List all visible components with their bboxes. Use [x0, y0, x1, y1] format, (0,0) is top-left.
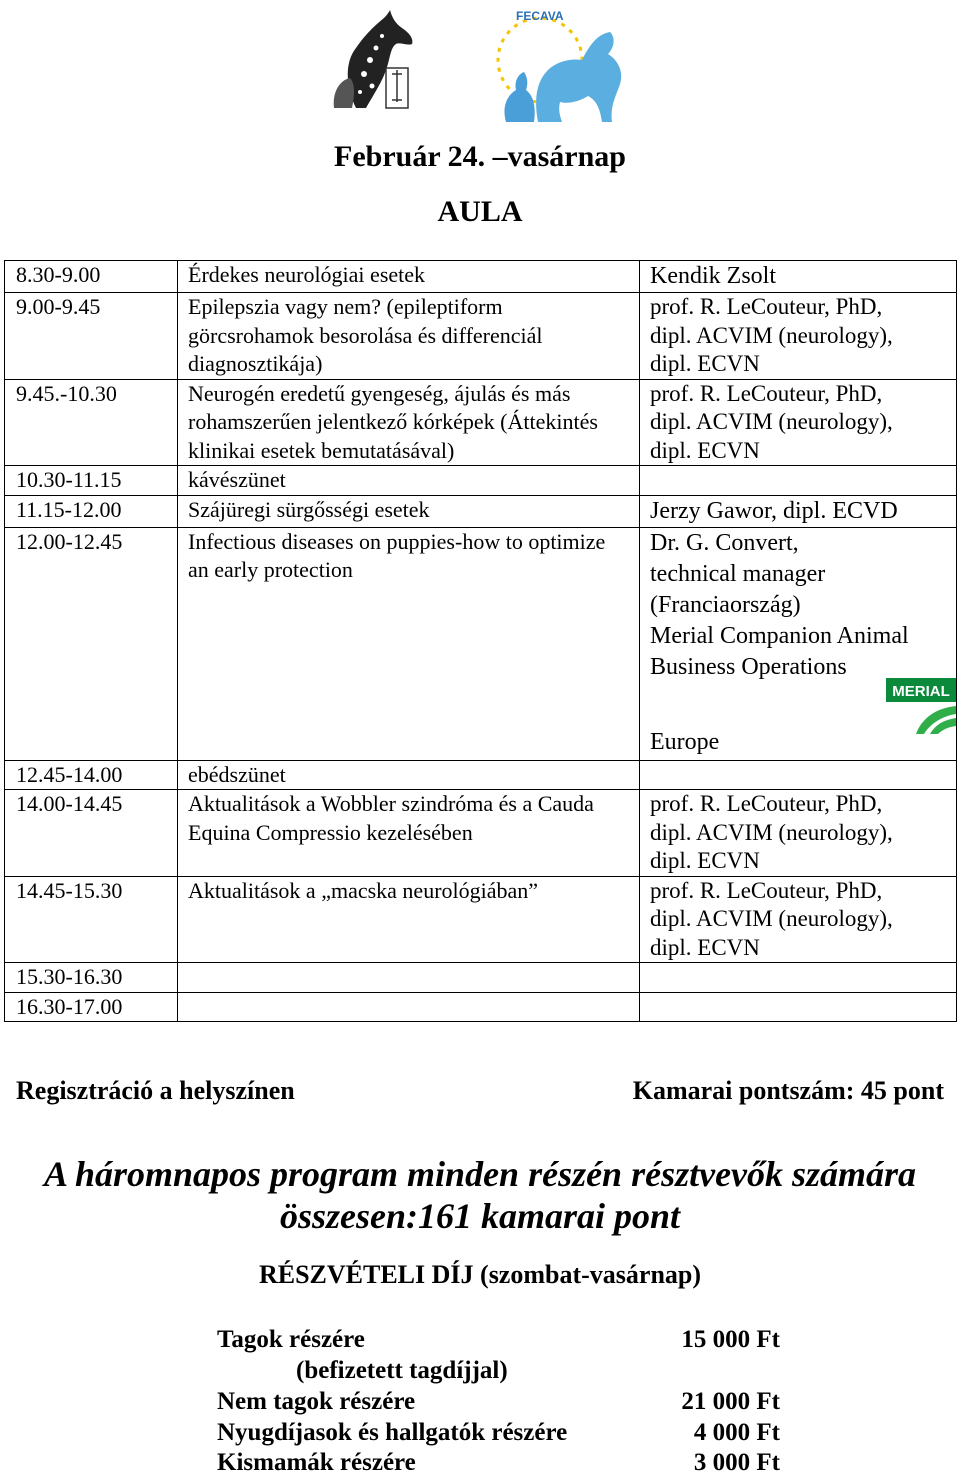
time-cell: 16.30-17.00	[5, 992, 178, 1022]
speaker-line: technical manager	[650, 560, 826, 587]
time-cell: 8.30-9.00	[5, 261, 178, 293]
speaker-cell	[640, 876, 957, 963]
promo-line-2: összesen:161 kamarai pont	[279, 1196, 681, 1236]
program-table	[4, 260, 957, 1022]
title-cell	[178, 963, 640, 993]
speaker-line: dipl. ECVN	[650, 351, 760, 376]
table-row	[5, 293, 957, 380]
fee-amount: 21 000 Ft	[681, 1388, 780, 1415]
fee-amount: 15 000 Ft	[681, 1326, 780, 1353]
title-cell: Aktualitások a Wobbler szindróma és a Cauda Equina Compressio kezelésében	[178, 790, 640, 877]
title-cell: Infectious diseases on puppies-how to optimize an early protection	[178, 527, 640, 760]
time-cell: 12.45-14.00	[5, 760, 178, 790]
fecava-logo-text: FECAVA	[516, 9, 564, 23]
fee-label: (befizetett tagdíjjal)	[296, 1357, 508, 1384]
speaker-line: prof. R. LeCouteur, PhD,	[650, 380, 883, 406]
time-cell: 14.45-15.30	[5, 876, 178, 963]
title-cell: Szájüregi sürgősségi esetek	[178, 495, 640, 527]
fee-label: Kismamák részére	[217, 1449, 416, 1476]
fecava-logo	[478, 4, 634, 124]
title-cell: kávészünet	[178, 466, 640, 496]
title-cell	[178, 992, 640, 1022]
table-row	[5, 261, 957, 293]
speaker-cell	[640, 466, 957, 496]
fee-label: Nyugdíjasok és hallgatók részére	[217, 1419, 568, 1446]
association-dog-logo	[326, 8, 418, 112]
points-note: Kamarai pontszám: 45 pont	[632, 1076, 944, 1105]
time-cell: 14.00-14.45	[5, 790, 178, 877]
time-cell: 12.00-12.45	[5, 527, 178, 760]
speaker-line: prof. R. LeCouteur, PhD,	[650, 877, 883, 903]
table-row	[5, 466, 957, 496]
title-cell: Aktualitások a „macska neurológiában”	[178, 876, 640, 963]
table-row	[5, 760, 957, 790]
speaker-line: dipl. ACVIM (neurology),	[650, 819, 893, 845]
fee-label: Tagok részére	[217, 1326, 365, 1353]
promo-line-1: A háromnapos program minden részén résztvevők számára	[43, 1154, 917, 1194]
fee-title: RÉSZVÉTELI DÍJ (szombat-vasárnap)	[258, 1260, 702, 1289]
fee-label: Nem tagok részére	[217, 1388, 416, 1415]
speaker-cell	[640, 790, 957, 877]
speaker-line: Merial Companion Animal	[650, 622, 909, 649]
speaker-line: dipl. ECVN	[650, 848, 760, 873]
speaker-line: dipl. ACVIM (neurology),	[650, 322, 893, 348]
title-cell: Epilepszia vagy nem? (epileptiform görcsrohamok besorolása és differenciál diagnosztikája)	[178, 293, 640, 380]
speaker-cell: Kendik Zsolt	[640, 261, 957, 293]
title-cell: Érdekes neurológiai esetek	[178, 261, 640, 293]
speaker-cell	[640, 963, 957, 993]
table-row	[5, 790, 957, 877]
logo-area	[0, 4, 960, 122]
table-row	[5, 992, 957, 1022]
title-cell: ebédszünet	[178, 760, 640, 790]
speaker-cell	[640, 293, 957, 380]
speaker-line: Business Operations	[650, 653, 847, 680]
table-row	[5, 379, 957, 466]
speaker-line: dipl. ECVN	[650, 437, 760, 463]
merial-logo	[886, 678, 956, 734]
fee-amount: 4 000 Ft	[693, 1419, 780, 1446]
fee-amount: 3 000 Ft	[693, 1449, 780, 1476]
time-cell: 10.30-11.15	[5, 466, 178, 496]
table-row	[5, 495, 957, 527]
time-cell: 9.45.-10.30	[5, 379, 178, 466]
speaker-line: dipl. ACVIM (neurology),	[650, 409, 893, 434]
speaker-line: prof. R. LeCouteur, PhD,	[650, 791, 883, 816]
table-row	[5, 876, 957, 963]
merial-logo-text: MERIAL	[892, 682, 950, 700]
speaker-line: dipl. ECVN	[650, 934, 760, 960]
speaker-line: Dr. G. Convert,	[650, 529, 799, 556]
speaker-cell: Jerzy Gawor, dipl. ECVD	[640, 495, 957, 527]
speaker-cell	[640, 760, 957, 790]
title-cell: Neurogén eredetű gyengeség, ájulás és más rohamszerűen jelentkező kórképek (Áttekintés klinikai esetek bemutatásával)	[178, 379, 640, 466]
speaker-cell	[640, 992, 957, 1022]
speaker-cell	[640, 527, 957, 760]
room-title: AULA	[437, 195, 523, 228]
speaker-line: Europe	[650, 728, 720, 755]
time-cell: 9.00-9.45	[5, 293, 178, 380]
speaker-line: prof. R. LeCouteur, PhD,	[650, 294, 883, 319]
table-row	[5, 527, 957, 760]
registration-note: Regisztráció a helyszínen	[16, 1076, 295, 1105]
time-cell: 15.30-16.30	[5, 963, 178, 993]
table-row	[5, 963, 957, 993]
page-title: Február 24. –vasárnap	[334, 140, 626, 173]
speaker-cell	[640, 379, 957, 466]
speaker-line: dipl. ACVIM (neurology),	[650, 906, 893, 931]
speaker-line: (Franciaország)	[650, 591, 801, 618]
time-cell: 11.15-12.00	[5, 495, 178, 527]
